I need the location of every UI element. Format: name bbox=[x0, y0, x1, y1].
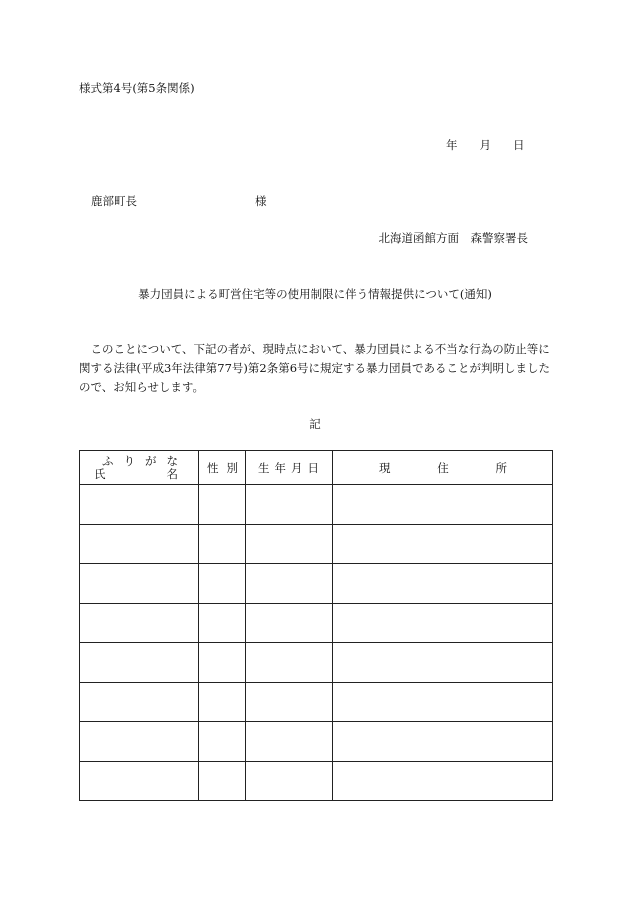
document-title: 暴力団員による町営住宅等の使用制限に伴う情報提供について(通知) bbox=[138, 287, 492, 301]
table-row bbox=[80, 485, 553, 525]
cell-dob[interactable] bbox=[246, 761, 333, 801]
header-sex bbox=[199, 451, 246, 485]
body-text: このことについて、下記の者が、現時点において、暴力団員による不当な行為の防止等に関する法律(平成3年法律第77号)第2条第6号に規定する暴力団員であることが判明しましたので、お知らせします。 bbox=[79, 342, 551, 394]
cell-name[interactable] bbox=[80, 524, 199, 564]
cell-name[interactable] bbox=[80, 761, 199, 801]
table-row bbox=[80, 643, 553, 683]
header-char: 住 bbox=[437, 460, 449, 475]
header-char: 現 bbox=[379, 460, 391, 475]
header-dob bbox=[246, 451, 333, 485]
header-char: 別 bbox=[226, 460, 238, 475]
cell-sex[interactable] bbox=[199, 761, 246, 801]
cell-sex[interactable] bbox=[199, 643, 246, 683]
header-char: 所 bbox=[495, 460, 507, 475]
cell-name[interactable] bbox=[80, 603, 199, 643]
header-char: 名 bbox=[166, 466, 178, 481]
header-char: 月 bbox=[291, 460, 303, 475]
header-char: 生 bbox=[258, 460, 270, 475]
table-row bbox=[80, 722, 553, 762]
date-day: 日 bbox=[513, 138, 525, 152]
cell-dob[interactable] bbox=[246, 524, 333, 564]
cell-address[interactable] bbox=[333, 722, 553, 762]
cell-name[interactable] bbox=[80, 485, 199, 525]
header-address bbox=[333, 451, 553, 485]
cell-name[interactable] bbox=[80, 722, 199, 762]
sender: 北海道函館方面 森警察署長 bbox=[378, 231, 528, 245]
table-row bbox=[80, 761, 553, 801]
cell-address[interactable] bbox=[333, 485, 553, 525]
cell-name[interactable] bbox=[80, 682, 199, 722]
table-body bbox=[80, 485, 553, 801]
cell-dob[interactable] bbox=[246, 643, 333, 683]
header-char: ふ bbox=[102, 453, 114, 468]
cell-address[interactable] bbox=[333, 643, 553, 683]
header-char: り bbox=[123, 453, 135, 468]
table-row bbox=[80, 682, 553, 722]
cell-dob[interactable] bbox=[246, 682, 333, 722]
header-shimei bbox=[80, 468, 198, 481]
form-number: 様式第4号(第5条関係) bbox=[79, 81, 195, 95]
cell-dob[interactable] bbox=[246, 722, 333, 762]
cell-name[interactable] bbox=[80, 643, 199, 683]
cell-sex[interactable] bbox=[199, 603, 246, 643]
cell-dob[interactable] bbox=[246, 485, 333, 525]
table-row bbox=[80, 603, 553, 643]
cell-dob[interactable] bbox=[246, 564, 333, 604]
cell-address[interactable] bbox=[333, 564, 553, 604]
header-char: 日 bbox=[307, 460, 319, 475]
header-char: 年 bbox=[274, 460, 286, 475]
cell-address[interactable] bbox=[333, 761, 553, 801]
cell-name[interactable] bbox=[80, 564, 199, 604]
cell-sex[interactable] bbox=[199, 564, 246, 604]
addressee-name: 鹿部町長 bbox=[91, 194, 137, 208]
header-char: 性 bbox=[207, 460, 219, 475]
date-year: 年 bbox=[446, 138, 458, 152]
table-row bbox=[80, 564, 553, 604]
header-char: な bbox=[166, 453, 178, 468]
table-header-row bbox=[80, 451, 553, 485]
cell-address[interactable] bbox=[333, 603, 553, 643]
cell-sex[interactable] bbox=[199, 524, 246, 564]
person-table bbox=[79, 450, 553, 801]
header-char: 氏 bbox=[94, 466, 106, 481]
cell-sex[interactable] bbox=[199, 682, 246, 722]
cell-sex[interactable] bbox=[199, 722, 246, 762]
addressee-honorific: 様 bbox=[255, 194, 267, 208]
header-name bbox=[80, 451, 199, 485]
date-month: 月 bbox=[479, 138, 491, 152]
cell-sex[interactable] bbox=[199, 485, 246, 525]
cell-address[interactable] bbox=[333, 682, 553, 722]
cell-address[interactable] bbox=[333, 524, 553, 564]
header-char: が bbox=[145, 453, 157, 468]
ki-heading: 記 bbox=[309, 417, 321, 431]
date-line bbox=[446, 137, 525, 153]
header-furigana bbox=[80, 455, 198, 468]
cell-dob[interactable] bbox=[246, 603, 333, 643]
table-row bbox=[80, 524, 553, 564]
